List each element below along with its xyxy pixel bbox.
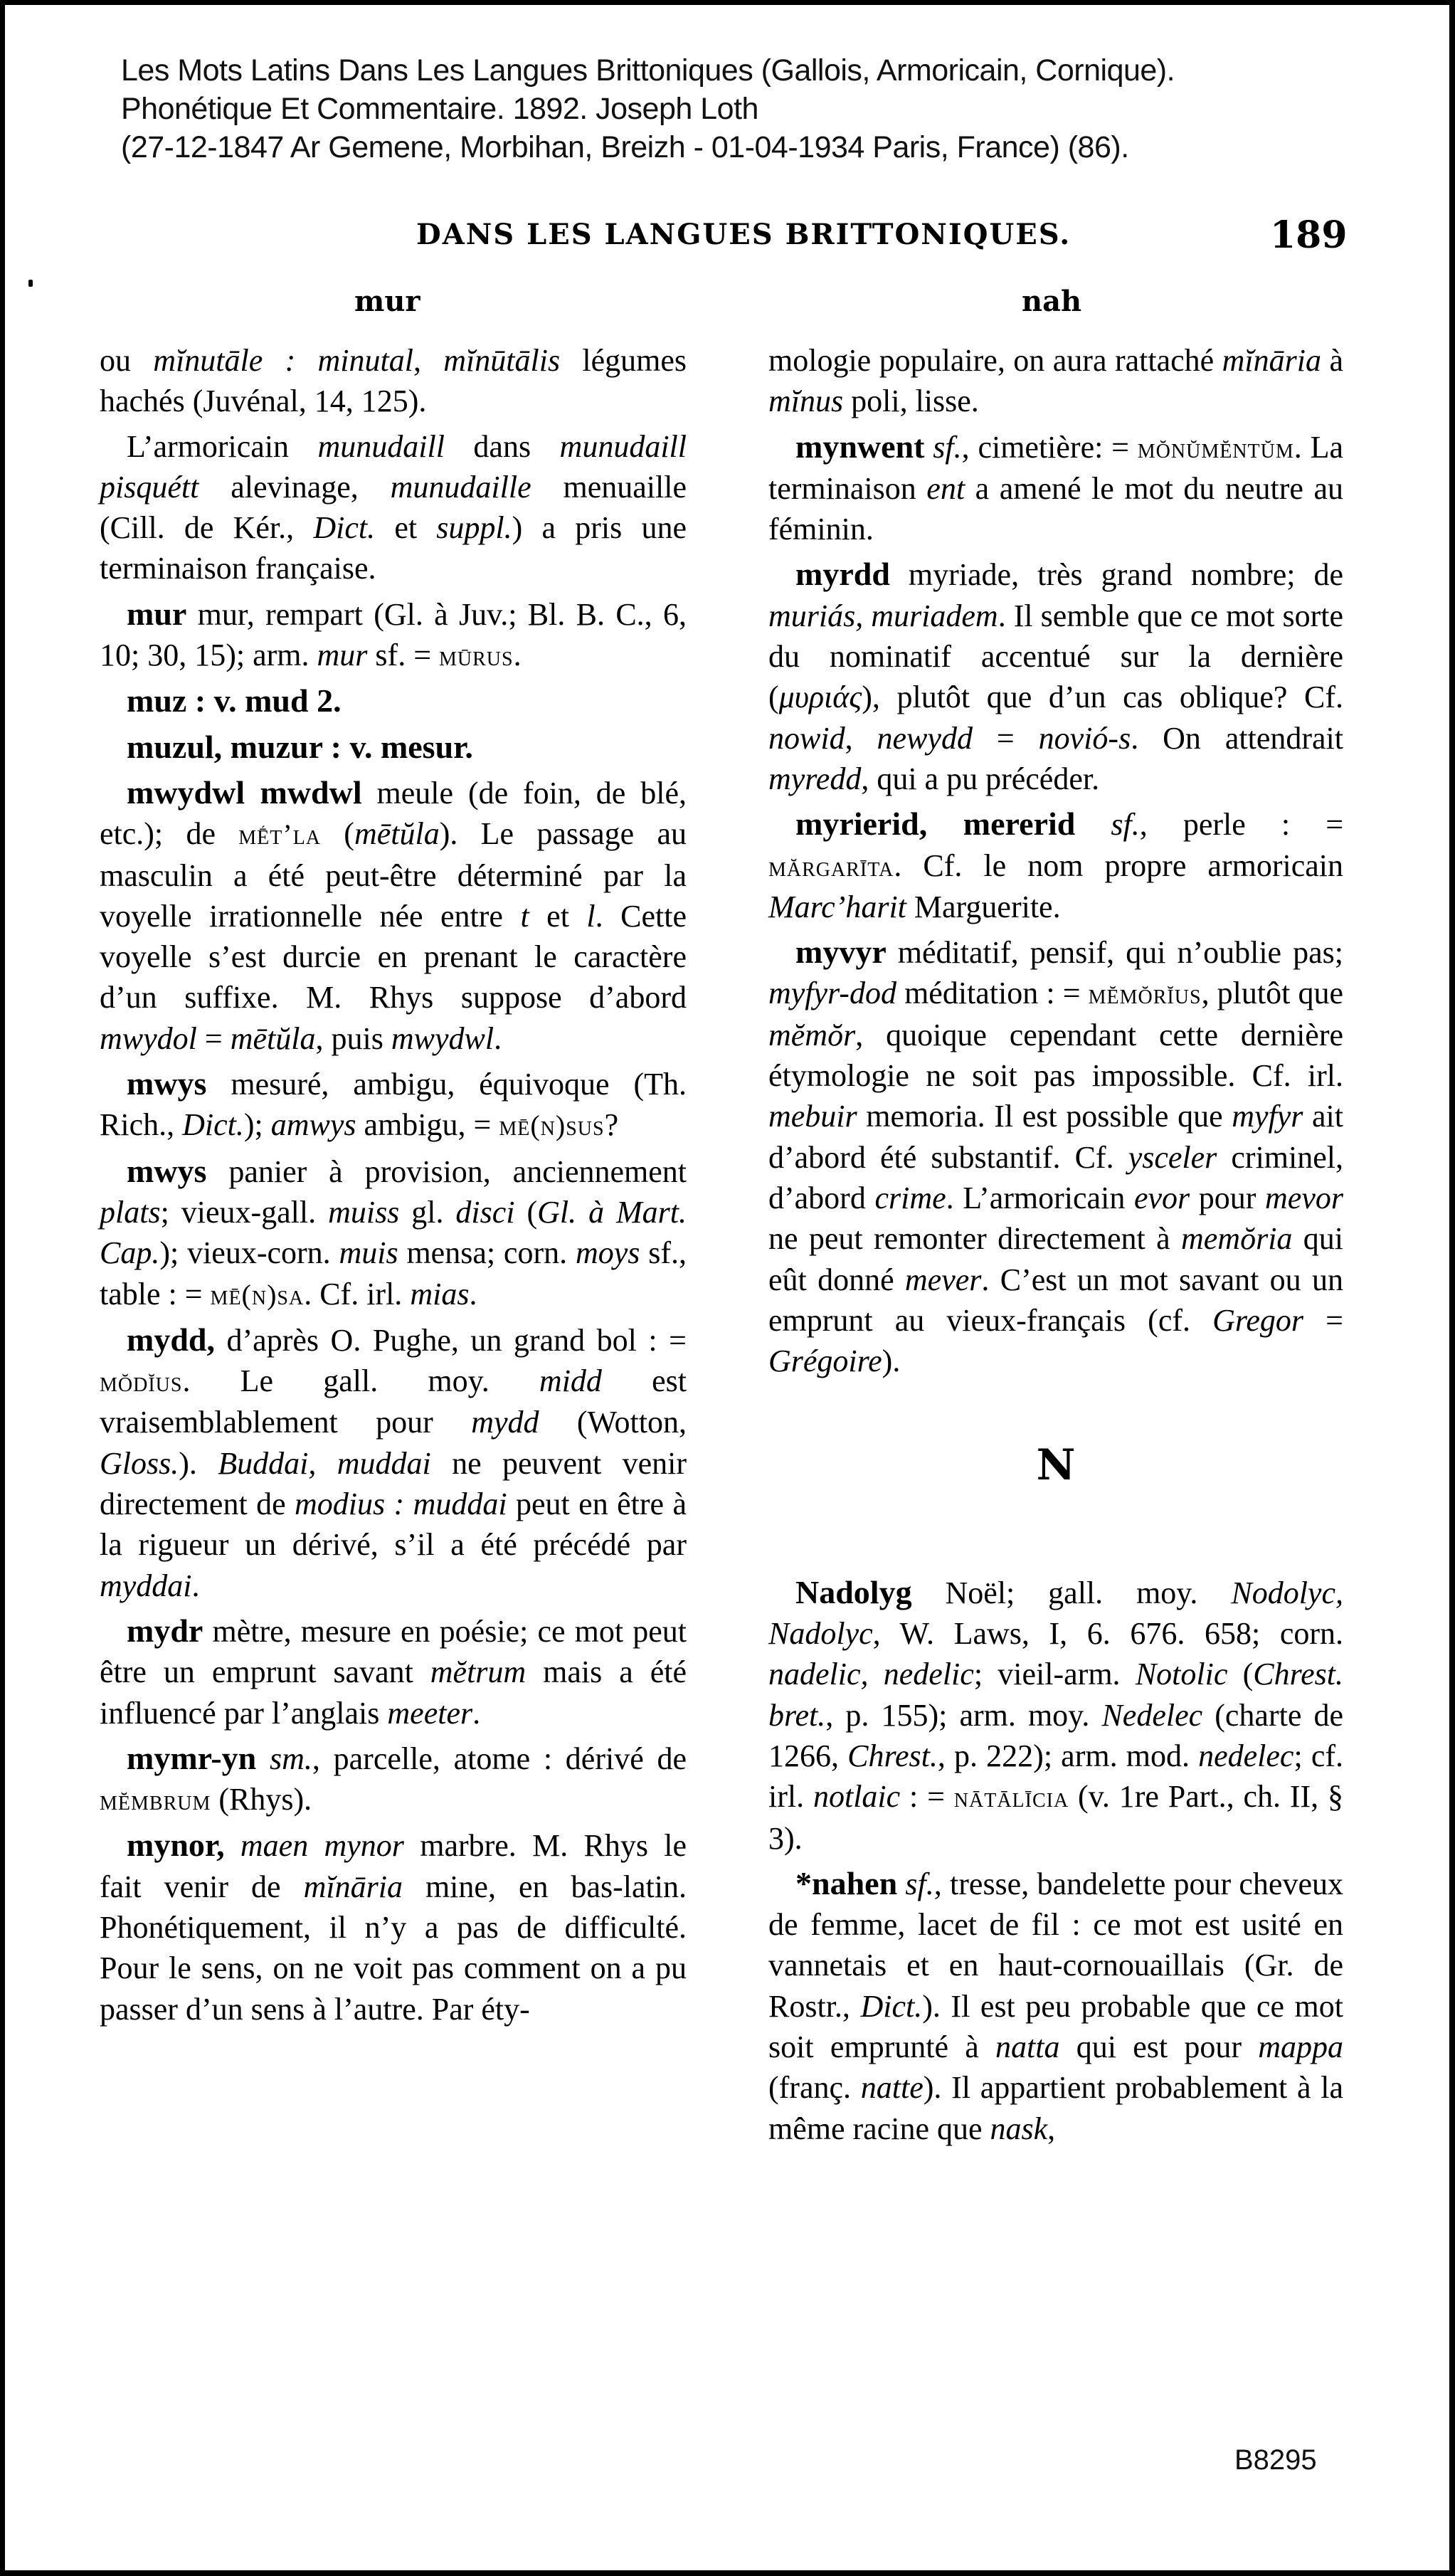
text-run: à <box>1321 343 1343 378</box>
headword: *nahen <box>795 1864 898 1901</box>
entry-mur <box>100 593 687 677</box>
text-run: . <box>472 1695 481 1731</box>
italic-term: Dict. <box>860 1988 923 2024</box>
text-run: = <box>1303 1302 1343 1338</box>
headword: mydr <box>127 1612 203 1649</box>
text-run: mine, en bas-latin. Phonétiquement, il n’y a pas de difficulté. Pour le sens, on ne voit pas comment on a pu passer d’un sens à l’autre. Par éty- <box>100 1869 687 2027</box>
text-run: , <box>413 343 444 378</box>
italic-term: Notolic <box>1135 1657 1228 1692</box>
text-run: L’armoricain <box>127 428 318 464</box>
latin-etymon: mĕmbrum <box>100 1784 211 1817</box>
text-run: menuaille (Cill. de Kér., <box>100 469 687 546</box>
text-run: ; vieil-arm. <box>973 1657 1136 1692</box>
text-run: mologie populaire, on aura rattaché <box>768 343 1222 378</box>
latin-etymon: mĕmŏrĭus <box>1088 978 1202 1010</box>
headword: mymr-yn <box>127 1739 257 1776</box>
italic-term: sm. <box>270 1741 312 1776</box>
italic-term: mĭnūtālis <box>443 343 561 378</box>
italic-term: sf. <box>1111 807 1140 843</box>
document-metadata <box>121 51 1402 167</box>
entry-nadolyg <box>768 1572 1343 1859</box>
text-run: ; vieux-gall. <box>160 1194 329 1230</box>
running-title: DANS LES LANGUES BRITTONIQUES. <box>416 218 1072 251</box>
text-run: , <box>1047 2111 1056 2146</box>
entry-mwydwl <box>100 772 687 1059</box>
text-run: , <box>845 720 877 756</box>
entry-mwys-1 <box>100 1063 687 1146</box>
entry-mynwent <box>768 426 1343 550</box>
text-run: . Cf. le nom propre armoricain <box>894 848 1343 883</box>
italic-term: Chrest. <box>847 1738 938 1773</box>
italic-term: modius : muddai <box>295 1487 507 1522</box>
entry-myvyr <box>768 931 1343 1381</box>
paragraph-armoricain <box>100 426 687 589</box>
text-run: pour <box>1190 1180 1266 1215</box>
latin-etymon: mē(n)sus <box>499 1109 605 1142</box>
text-run: myriade, très grand nombre; de <box>889 557 1343 593</box>
text-run: , cimetière: = <box>961 429 1138 465</box>
entry-muzul <box>100 727 687 768</box>
text-run: criminel, d’abord <box>768 1139 1344 1215</box>
italic-term: Buddai, muddai <box>218 1445 431 1481</box>
italic-term: mĭnutāle : minutal <box>153 343 413 378</box>
entry-muz <box>100 680 687 722</box>
text-run: qui est pour <box>1059 2029 1259 2064</box>
text-run: , tresse, bandelette pour cheveux de femme, lacet de fil : ce mot est usité en vannetais et en haut-cornouaillais (Gr. de Rostr., <box>768 1866 1343 2024</box>
latin-etymon: mŏnŭmĕntŭm <box>1137 431 1294 464</box>
italic-term: crime <box>874 1180 946 1215</box>
right-column <box>768 340 1343 2149</box>
latin-etymon: mărgarīta <box>768 850 894 882</box>
text-run: , qui a pu précéder. <box>861 761 1100 796</box>
headword: mynwent <box>795 428 925 465</box>
entry-mwys-2 <box>100 1151 687 1315</box>
text-run: , puis <box>315 1020 391 1056</box>
italic-term: disci <box>455 1194 515 1230</box>
italic-term: mwydwl <box>391 1020 494 1056</box>
headword: muzul, muzur : v. mesur. <box>127 728 473 765</box>
italic-term: novió-s <box>1038 720 1131 756</box>
guide-word-left: mur <box>354 285 420 318</box>
text-run: (v. 1re Part., ch. II, § 3). <box>768 1779 1344 1856</box>
text-run: a amené le mot du neutre au féminin. <box>768 470 1343 547</box>
text-run: , p. 155); arm. moy. <box>825 1697 1102 1733</box>
text-run: panier à provision, anciennement <box>206 1154 687 1189</box>
italic-term: myredd <box>768 761 862 796</box>
entry-mydr <box>100 1610 687 1733</box>
text-run: mur, rempart (Gl. à Juv.; Bl. B. C., 6, 10; 30, 15); arm. <box>100 596 687 673</box>
text-run: ? <box>604 1107 619 1143</box>
entry-myrierid <box>768 803 1343 927</box>
text-run: , quoique cependant cette dernière étymologie ne soit pas impossible. Cf. irl. <box>768 1017 1343 1094</box>
italic-term: mur <box>317 638 368 673</box>
text-run <box>1075 807 1111 842</box>
italic-term: Grégoire <box>768 1344 882 1379</box>
italic-term: memŏria <box>1181 1221 1293 1257</box>
text-run: = <box>972 720 1039 756</box>
italic-term: Gloss. <box>100 1445 179 1481</box>
text-run: peut en être à la rigueur un dérivé, s’il a été précédé par <box>100 1487 687 1563</box>
entry-myrdd <box>768 554 1343 799</box>
headword: myrdd <box>795 556 890 593</box>
text-run: sf., table : = <box>100 1235 687 1311</box>
text-run <box>256 1741 270 1776</box>
italic-term: natte <box>860 2070 924 2106</box>
text-run: . <box>513 638 522 673</box>
italic-term: Dict. <box>182 1107 244 1143</box>
text-run <box>225 1828 240 1863</box>
italic-term: ent <box>926 470 965 506</box>
page-number: 189 <box>1270 213 1348 257</box>
italic-term: mĕmŏr <box>768 1017 856 1052</box>
text-run: ). Le passage au masculin a été peut-être déterminé par la voyelle irrationnelle née entre <box>100 816 687 934</box>
text-run: gl. <box>399 1194 456 1230</box>
italic-term: nadelic, nedelic <box>768 1657 974 1692</box>
italic-term: mappa <box>1258 2029 1343 2064</box>
text-run: . La terminaison <box>768 429 1343 506</box>
paragraph-continuation <box>768 340 1343 422</box>
text-run: . L’armoricain <box>946 1180 1134 1215</box>
text-run: et <box>529 898 587 934</box>
text-run: ). Il appartient probablement à la même racine que <box>768 2070 1344 2146</box>
italic-term: myfyr-dod <box>768 976 896 1011</box>
headword: mwys <box>127 1065 207 1102</box>
italic-term: mydd <box>471 1405 539 1440</box>
text-run: ( <box>321 816 354 852</box>
italic-term: mĕtrum <box>430 1654 527 1690</box>
text-run: ); <box>243 1107 271 1143</box>
text-run: (Wotton, <box>539 1405 687 1440</box>
text-run: . Cf. irl. <box>304 1276 411 1311</box>
italic-term: nask <box>990 2111 1048 2146</box>
metadata-subtitle-line: Phonétique Et Commentaire. 1892. Joseph Loth <box>121 92 758 126</box>
italic-term: munudaille <box>390 469 531 505</box>
text-run: légumes hachés (Juvénal, 14, 125). <box>100 343 687 419</box>
scan-speck <box>28 280 33 287</box>
text-run: ). <box>179 1445 218 1481</box>
italic-term: meeter <box>387 1695 473 1731</box>
italic-term: mētŭla <box>230 1020 316 1056</box>
headword: mydd, <box>127 1321 215 1358</box>
text-run <box>924 430 933 465</box>
headword: muz : v. mud 2. <box>127 682 342 719</box>
headword: Nadolyg <box>795 1573 912 1610</box>
text-run: , p. 222); arm. mod. <box>937 1738 1199 1773</box>
italic-term: μυριάς <box>778 680 862 715</box>
italic-term: Gregor <box>1212 1302 1304 1338</box>
text-run: memoria. Il est possible que <box>857 1099 1232 1134</box>
headword: mynor, <box>127 1827 225 1864</box>
text-run: , perle : = <box>1139 807 1344 843</box>
text-run: ait d’abord été substantif. Cf. <box>768 1099 1343 1175</box>
italic-term: Chrest. bret. <box>768 1657 1343 1733</box>
italic-term: nowid <box>768 720 845 756</box>
entry-mynor <box>100 1825 687 2029</box>
text-run: mais a été influencé par l’anglais <box>100 1654 687 1731</box>
italic-term: mĭnāria <box>303 1869 403 1904</box>
catalog-code: B8295 <box>1234 2444 1317 2476</box>
text-run: sf. = <box>367 638 440 673</box>
text-run: mètre, mesure en poésie; ce mot peut être un emprunt savant <box>100 1613 687 1690</box>
italic-term: ysceler <box>1128 1139 1217 1175</box>
text-run: méditation : = <box>896 976 1089 1011</box>
italic-term: Nedelec <box>1101 1697 1203 1733</box>
text-run: . C’est un mot savant ou un emprunt au vieux-français (cf. <box>768 1262 1343 1338</box>
text-run: mensa; corn. <box>398 1235 576 1271</box>
italic-term: mĭnus <box>768 384 844 419</box>
italic-term: muriás, muriadem <box>768 598 998 633</box>
text-run: dans <box>444 428 560 464</box>
text-run: . On attendrait <box>1131 720 1343 756</box>
italic-term: Gl. à Mart. Cap. <box>100 1194 687 1271</box>
text-run: alevinage, <box>199 469 391 505</box>
metadata-title-line: Les Mots Latins Dans Les Langues Brittoniques (Gallois, Armoricain, Cornique). <box>121 53 1175 88</box>
section-letter-heading: N <box>1036 1440 1076 1491</box>
italic-term: suppl. <box>436 510 512 546</box>
italic-term: moys <box>575 1235 640 1271</box>
guide-word-right: nah <box>1022 285 1082 318</box>
italic-term: muis <box>339 1235 398 1271</box>
text-run: , parcelle, atome : dérivé de <box>312 1741 687 1776</box>
entry-mydd <box>100 1319 687 1606</box>
text-run: , plutôt que <box>1201 976 1343 1011</box>
text-run: est vraisemblablement pour <box>100 1363 687 1440</box>
italic-term: sf. <box>905 1866 934 1901</box>
text-run: ( <box>514 1194 538 1230</box>
italic-term: muiss <box>328 1194 400 1230</box>
italic-term: maen mynor <box>240 1828 404 1864</box>
italic-term: mētŭla <box>354 816 440 852</box>
text-run: marbre. M. Rhys le fait venir de <box>100 1828 687 1904</box>
text-run: ). Il est peu probable que ce mot soit emprunté à <box>768 1988 1343 2064</box>
text-run: . <box>469 1276 477 1311</box>
italic-term: nedelec <box>1198 1738 1294 1773</box>
italic-term: Dict. <box>313 510 376 546</box>
text-run: . Le gall. moy. <box>182 1363 539 1399</box>
text-run: ); vieux-corn. <box>159 1235 339 1271</box>
text-run: : = <box>900 1779 954 1815</box>
entry-mymr-yn <box>100 1738 687 1821</box>
text-run: et <box>375 510 437 546</box>
italic-term: munudaill pisquétt <box>100 428 687 505</box>
italic-term: mias <box>410 1276 470 1311</box>
latin-etymon: mē(n)sa <box>210 1278 305 1311</box>
headword: mur <box>127 595 187 632</box>
headword: mwys <box>127 1152 207 1189</box>
text-run: (charte de 1266, <box>768 1697 1343 1773</box>
italic-term: Marc’harit <box>768 889 906 924</box>
text-run: ou <box>100 343 154 378</box>
italic-term: Nodolyc, Nadolyc <box>768 1575 1343 1652</box>
text-run: Noël; gall. moy. <box>911 1575 1232 1610</box>
text-run: méditatif, pensif, qui n’oublie pas; <box>886 935 1343 971</box>
text-run: (franç. <box>768 2070 861 2106</box>
latin-etymon: nātālīcia <box>953 1781 1069 1814</box>
headword: myvyr <box>795 934 887 971</box>
italic-term: mebuir <box>768 1099 857 1134</box>
headword: myrierid, mererid <box>795 806 1076 843</box>
text-run: meule (de foin, de blé, etc.); de <box>100 775 687 852</box>
latin-etymon: mūrus <box>439 640 514 672</box>
text-run: , W. Laws, I, 6. 676. 658; corn. <box>872 1616 1343 1652</box>
italic-term: munudaill <box>317 428 445 464</box>
metadata-author-dates-line: (27-12-1847 Ar Gemene, Morbihan, Breizh - 01-04-1934 Paris, France) (86). <box>121 130 1129 164</box>
headword: mwydwl mwdwl <box>127 774 362 811</box>
entry-nahen <box>768 1863 1343 2149</box>
text-run: . <box>191 1568 200 1603</box>
text-run: ; cf. irl. <box>768 1738 1344 1815</box>
italic-term: mever <box>904 1262 982 1297</box>
text-run: d’après O. Pughe, un grand bol : = <box>214 1322 687 1358</box>
text-run: mesuré, ambigu, équivoque (Th. Rich., <box>100 1067 687 1143</box>
italic-term: t <box>520 898 529 934</box>
text-run: ne peut remonter directement à <box>768 1221 1181 1257</box>
left-column <box>100 340 687 2029</box>
italic-term: midd <box>539 1363 602 1399</box>
text-run: ). <box>882 1344 901 1379</box>
italic-term: plats <box>100 1194 161 1230</box>
latin-etymon: mḗt’la <box>238 818 322 851</box>
text-run: . Cette voyelle s’est durcie en prenant le caractère d’un suffixe. M. Rhys suppose d’abord <box>100 898 687 1015</box>
text-run: ne peuvent venir directement de <box>100 1445 687 1522</box>
text-run: ambigu, = <box>356 1107 499 1143</box>
italic-term: newydd <box>877 720 973 756</box>
italic-term: myddai <box>100 1568 192 1603</box>
text-run: ( <box>1227 1657 1254 1692</box>
italic-term: notlaic <box>813 1779 901 1815</box>
italic-term: amwys <box>270 1107 356 1143</box>
italic-term: mĭnāria <box>1222 343 1321 378</box>
text-run: ), plutôt que d’un cas oblique? Cf. <box>862 680 1343 715</box>
italic-term: mwydol <box>100 1020 197 1056</box>
text-run: poli, lisse. <box>843 384 979 419</box>
text-run: Marguerite. <box>906 889 1061 924</box>
italic-term: sf. <box>933 429 962 465</box>
paragraph-continuation <box>100 340 687 422</box>
text-run: . Il semble que ce mot sorte du nominatif accentué sur la dernière ( <box>768 598 1343 715</box>
italic-term: l <box>586 898 596 934</box>
text-run: (Rhys). <box>211 1782 312 1817</box>
italic-term: natta <box>995 2029 1060 2064</box>
text-run: . <box>494 1020 502 1056</box>
italic-term: evor <box>1133 1180 1190 1215</box>
text-run: = <box>196 1020 231 1056</box>
text-run: qui eût donné <box>768 1221 1344 1297</box>
italic-term: mevor <box>1265 1180 1343 1215</box>
italic-term: myfyr <box>1232 1099 1303 1134</box>
latin-etymon: mŏdĭus <box>100 1366 183 1398</box>
text-run <box>897 1867 905 1901</box>
text-run: ) a pris une terminaison française. <box>100 510 687 586</box>
